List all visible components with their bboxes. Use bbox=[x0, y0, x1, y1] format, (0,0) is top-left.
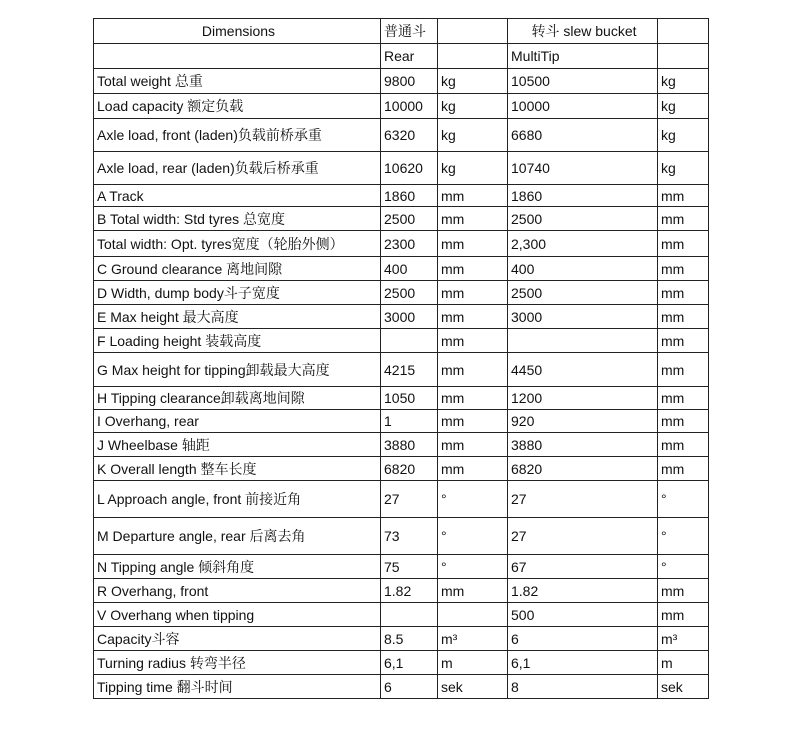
col2-title: 转斗 slew bucket bbox=[508, 19, 658, 44]
unit-col2: kg bbox=[658, 152, 709, 185]
table-row bbox=[94, 69, 709, 94]
value-col1: 1860 bbox=[381, 185, 438, 207]
value-col2: 2,300 bbox=[508, 231, 658, 257]
value-col2: 400 bbox=[508, 257, 658, 281]
value-col2: 6820 bbox=[508, 457, 658, 481]
unit-col2: mm bbox=[658, 410, 709, 433]
col2-subtitle: MultiTip bbox=[508, 44, 658, 69]
unit-col2: m³ bbox=[658, 627, 709, 651]
value-col2: 3000 bbox=[508, 305, 658, 329]
value-col2: 8 bbox=[508, 675, 658, 699]
table-row bbox=[94, 353, 709, 387]
row-label: G Max height for tipping卸载最大高度 bbox=[94, 353, 381, 387]
unit-col1: mm bbox=[438, 281, 508, 305]
value-col1: 9800 bbox=[381, 69, 438, 94]
row-label: F Loading height 装载高度 bbox=[94, 329, 381, 353]
unit-col2: kg bbox=[658, 69, 709, 94]
unit-col1: mm bbox=[438, 353, 508, 387]
unit-col1: mm bbox=[438, 387, 508, 410]
value-col1: 4215 bbox=[381, 353, 438, 387]
row-label: B Total width: Std tyres 总宽度 bbox=[94, 207, 381, 231]
value-col2: 4450 bbox=[508, 353, 658, 387]
row-label: K Overall length 整车长度 bbox=[94, 457, 381, 481]
value-col1: 2500 bbox=[381, 281, 438, 305]
value-col1: 6820 bbox=[381, 457, 438, 481]
unit-col2: kg bbox=[658, 119, 709, 152]
value-col2: 1200 bbox=[508, 387, 658, 410]
value-col1: 8.5 bbox=[381, 627, 438, 651]
value-col2: 27 bbox=[508, 518, 658, 555]
unit-col1: ° bbox=[438, 555, 508, 579]
value-col1: 27 bbox=[381, 481, 438, 518]
value-col1: 3000 bbox=[381, 305, 438, 329]
table-row bbox=[94, 185, 709, 207]
table-row bbox=[94, 627, 709, 651]
unit-col2: mm bbox=[658, 603, 709, 627]
row-label: L Approach angle, front 前接近角 bbox=[94, 481, 381, 518]
value-col1: 10000 bbox=[381, 94, 438, 119]
col1-title: 普通斗 bbox=[381, 19, 438, 44]
table-row bbox=[94, 257, 709, 281]
unit-col2: mm bbox=[658, 257, 709, 281]
unit-col1: mm bbox=[438, 185, 508, 207]
value-col2 bbox=[508, 329, 658, 353]
row-label: V Overhang when tipping bbox=[94, 603, 381, 627]
value-col1: 1050 bbox=[381, 387, 438, 410]
dimensions-header: Dimensions bbox=[94, 19, 381, 44]
row-label: Capacity斗容 bbox=[94, 627, 381, 651]
value-col1: 3880 bbox=[381, 433, 438, 457]
value-col1: 75 bbox=[381, 555, 438, 579]
subheader-empty-cell bbox=[658, 44, 709, 69]
row-label: R Overhang, front bbox=[94, 579, 381, 603]
unit-col2: mm bbox=[658, 305, 709, 329]
dimensions-table bbox=[93, 18, 709, 699]
table-row bbox=[94, 94, 709, 119]
table-row bbox=[94, 457, 709, 481]
row-label: Load capacity 额定负载 bbox=[94, 94, 381, 119]
table-row bbox=[94, 119, 709, 152]
unit-col1 bbox=[438, 603, 508, 627]
unit-col2: sek bbox=[658, 675, 709, 699]
unit-col1: mm bbox=[438, 410, 508, 433]
unit-col2: mm bbox=[658, 185, 709, 207]
row-label: N Tipping angle 倾斜角度 bbox=[94, 555, 381, 579]
unit-col2: mm bbox=[658, 353, 709, 387]
value-col2: 10500 bbox=[508, 69, 658, 94]
unit-col1: mm bbox=[438, 305, 508, 329]
unit-col1: mm bbox=[438, 231, 508, 257]
table-row bbox=[94, 152, 709, 185]
unit-col1: m bbox=[438, 651, 508, 675]
table-row bbox=[94, 651, 709, 675]
value-col2: 920 bbox=[508, 410, 658, 433]
value-col1: 2500 bbox=[381, 207, 438, 231]
unit-col2: ° bbox=[658, 555, 709, 579]
row-label: Tipping time 翻斗时间 bbox=[94, 675, 381, 699]
value-col1: 73 bbox=[381, 518, 438, 555]
unit-col1: kg bbox=[438, 152, 508, 185]
row-label: Axle load, rear (laden)负载后桥承重 bbox=[94, 152, 381, 185]
row-label: Total width: Opt. tyres宽度（轮胎外侧） bbox=[94, 231, 381, 257]
value-col1: 10620 bbox=[381, 152, 438, 185]
unit-col1: m³ bbox=[438, 627, 508, 651]
table-row bbox=[94, 281, 709, 305]
value-col2: 6680 bbox=[508, 119, 658, 152]
table-row bbox=[94, 675, 709, 699]
value-col2: 10000 bbox=[508, 94, 658, 119]
unit-col1: mm bbox=[438, 257, 508, 281]
table-row bbox=[94, 410, 709, 433]
unit-col2: mm bbox=[658, 231, 709, 257]
unit-col2: mm bbox=[658, 433, 709, 457]
row-label: I Overhang, rear bbox=[94, 410, 381, 433]
value-col2: 10740 bbox=[508, 152, 658, 185]
value-col2: 6 bbox=[508, 627, 658, 651]
table-row bbox=[94, 433, 709, 457]
value-col1: 400 bbox=[381, 257, 438, 281]
value-col1: 1 bbox=[381, 410, 438, 433]
unit-col2: mm bbox=[658, 329, 709, 353]
value-col1: 2300 bbox=[381, 231, 438, 257]
subheader-empty-cell bbox=[94, 44, 381, 69]
unit-col1: sek bbox=[438, 675, 508, 699]
unit-col1: mm bbox=[438, 457, 508, 481]
row-label: H Tipping clearance卸载离地间隙 bbox=[94, 387, 381, 410]
row-label: M Departure angle, rear 后离去角 bbox=[94, 518, 381, 555]
unit-col1: mm bbox=[438, 579, 508, 603]
table-row bbox=[94, 329, 709, 353]
value-col1: 6 bbox=[381, 675, 438, 699]
value-col1: 6320 bbox=[381, 119, 438, 152]
table-row bbox=[94, 481, 709, 518]
value-col2: 3880 bbox=[508, 433, 658, 457]
unit-col1: ° bbox=[438, 518, 508, 555]
col1-subtitle: Rear bbox=[381, 44, 438, 69]
table-row bbox=[94, 603, 709, 627]
table-row bbox=[94, 555, 709, 579]
unit-col2: ° bbox=[658, 518, 709, 555]
table-row bbox=[94, 305, 709, 329]
row-label: Turning radius 转弯半径 bbox=[94, 651, 381, 675]
value-col1 bbox=[381, 603, 438, 627]
value-col2: 2500 bbox=[508, 281, 658, 305]
unit-col2: mm bbox=[658, 579, 709, 603]
header-empty-cell bbox=[658, 19, 709, 44]
unit-col1: mm bbox=[438, 433, 508, 457]
value-col2: 500 bbox=[508, 603, 658, 627]
unit-col1: kg bbox=[438, 69, 508, 94]
value-col1 bbox=[381, 329, 438, 353]
table-row bbox=[94, 207, 709, 231]
row-label: A Track bbox=[94, 185, 381, 207]
unit-col2: mm bbox=[658, 457, 709, 481]
value-col2: 1860 bbox=[508, 185, 658, 207]
subheader-empty-cell bbox=[438, 44, 508, 69]
value-col2: 1.82 bbox=[508, 579, 658, 603]
table-row bbox=[94, 518, 709, 555]
table-row bbox=[94, 231, 709, 257]
unit-col2: ° bbox=[658, 481, 709, 518]
value-col2: 2500 bbox=[508, 207, 658, 231]
row-label: Axle load, front (laden)负载前桥承重 bbox=[94, 119, 381, 152]
value-col2: 6,1 bbox=[508, 651, 658, 675]
header-empty-cell bbox=[438, 19, 508, 44]
row-label: E Max height 最大高度 bbox=[94, 305, 381, 329]
unit-col2: m bbox=[658, 651, 709, 675]
subheader-row bbox=[94, 44, 709, 69]
value-col1: 6,1 bbox=[381, 651, 438, 675]
header-row bbox=[94, 19, 709, 44]
table-row bbox=[94, 579, 709, 603]
value-col2: 27 bbox=[508, 481, 658, 518]
unit-col2: mm bbox=[658, 281, 709, 305]
unit-col1: mm bbox=[438, 329, 508, 353]
value-col2: 67 bbox=[508, 555, 658, 579]
unit-col2: mm bbox=[658, 387, 709, 410]
unit-col2: kg bbox=[658, 94, 709, 119]
row-label: J Wheelbase 轴距 bbox=[94, 433, 381, 457]
unit-col2: mm bbox=[658, 207, 709, 231]
row-label: Total weight 总重 bbox=[94, 69, 381, 94]
unit-col1: mm bbox=[438, 207, 508, 231]
row-label: D Width, dump body斗子宽度 bbox=[94, 281, 381, 305]
unit-col1: kg bbox=[438, 94, 508, 119]
unit-col1: ° bbox=[438, 481, 508, 518]
value-col1: 1.82 bbox=[381, 579, 438, 603]
row-label: C Ground clearance 离地间隙 bbox=[94, 257, 381, 281]
table-row bbox=[94, 387, 709, 410]
unit-col1: kg bbox=[438, 119, 508, 152]
